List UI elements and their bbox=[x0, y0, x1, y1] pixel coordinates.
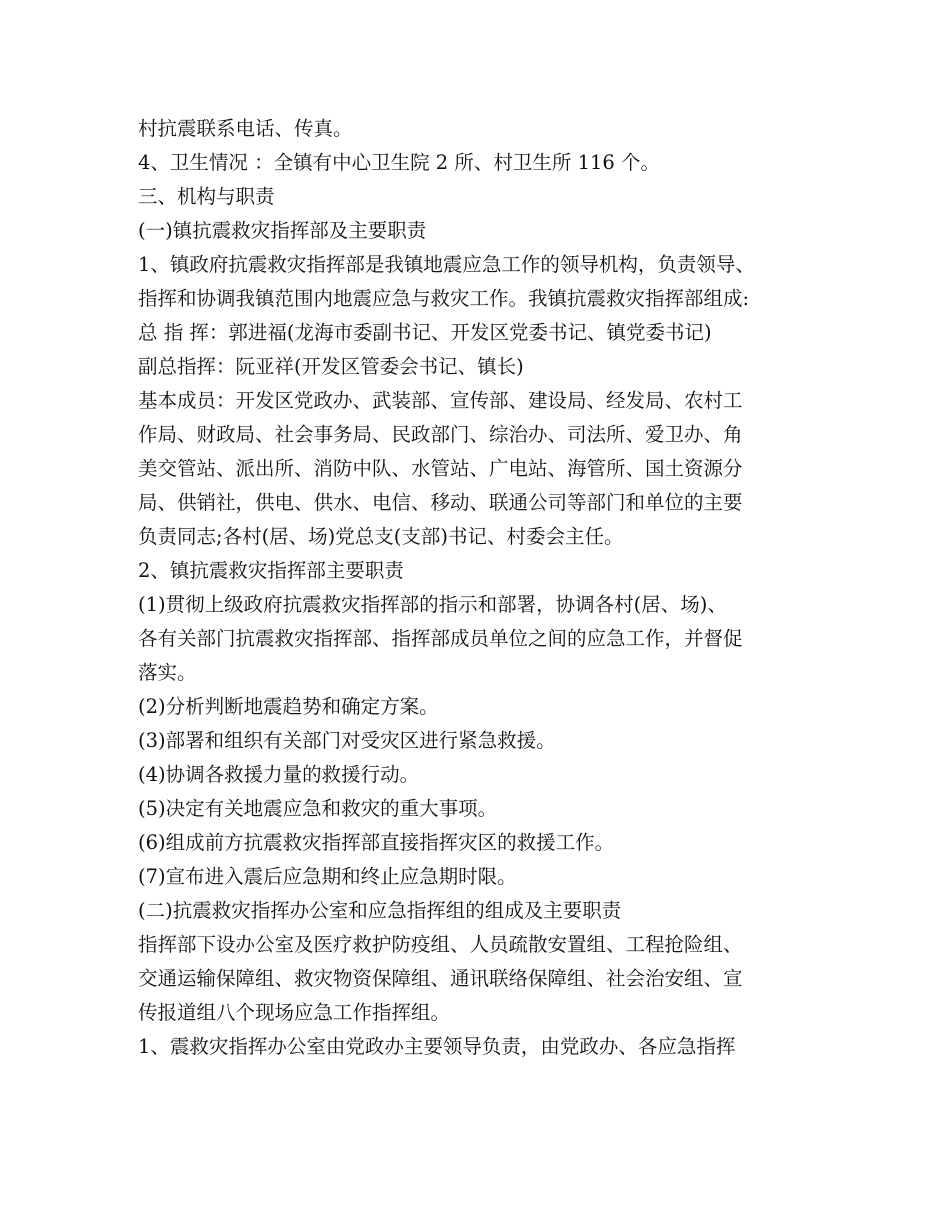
text-line: 指挥部下设办公室及医疗救护防疫组、人员疏散安置组、工程抢险组、 bbox=[138, 933, 743, 956]
text-line: 传报道组八个现场应急工作指挥组。 bbox=[138, 1001, 451, 1024]
document-body bbox=[138, 112, 838, 1064]
list-item: (6)组成前方抗震救灾指挥部直接指挥灾区的救援工作。 bbox=[138, 831, 615, 854]
text-line: (1)贯彻上级政府抗震救灾指挥部的指示和部署，协调各村(居、场)、 bbox=[138, 593, 727, 616]
text-line: 落实。 bbox=[138, 661, 197, 684]
text-line: 基本成员：开发区党政办、武装部、宣传部、建设局、经发局、农村工 bbox=[138, 389, 743, 412]
text-line: 村抗震联系电话、传真。 bbox=[138, 117, 353, 140]
text-line: 1、镇政府抗震救灾指挥部是我镇地震应急工作的领导机构，负责领导、 bbox=[138, 253, 755, 276]
text-line: 作局、财政局、社会事务局、民政部门、综治办、司法所、爱卫办、角 bbox=[138, 423, 743, 446]
text-line: 负责同志;各村(居、场)党总支(支部)书记、村委会主任。 bbox=[138, 525, 624, 548]
text-line: 美交管站、派出所、消防中队、水管站、广电站、海管所、国土资源分 bbox=[138, 457, 743, 480]
section-heading: 三、机构与职责 bbox=[138, 185, 275, 208]
list-item: (7)宣布进入震后应急期和终止应急期时限。 bbox=[138, 865, 517, 888]
list-item: (3)部署和组织有关部门对受灾区进行紧急救援。 bbox=[138, 729, 556, 752]
subsection-heading: (一)镇抗震救灾指挥部及主要职责 bbox=[138, 219, 427, 242]
text-line: 交通运输保障组、救灾物资保障组、通讯联络保障组、社会治安组、宣 bbox=[138, 967, 743, 990]
text-line: 总 指 挥：郭进福(龙海市委副书记、开发区党委书记、镇党委书记) bbox=[138, 321, 712, 344]
subsection-heading: (二)抗震救灾指挥办公室和应急指挥组的组成及主要职责 bbox=[138, 899, 622, 922]
text-line: 4、卫生情况 ：全镇有中心卫生院 2 所、村卫生所 116 个。 bbox=[138, 151, 661, 174]
subsection-heading: 2、镇抗震救灾指挥部主要职责 bbox=[138, 559, 404, 582]
list-item: (2)分析判断地震趋势和确定方案。 bbox=[138, 695, 439, 718]
list-item: (5)决定有关地震应急和救灾的重大事项。 bbox=[138, 797, 498, 820]
text-line: 1、震救灾指挥办公室由党政办主要领导负责，由党政办、各应急指挥 bbox=[138, 1035, 736, 1058]
text-line: 副总指挥：阮亚祥(开发区管委会书记、镇长) bbox=[138, 355, 524, 378]
text-line: 指挥和协调我镇范围内地震应急与救灾工作。我镇抗震救灾指挥部组成: bbox=[138, 287, 750, 310]
list-item: (4)协调各救援力量的救援行动。 bbox=[138, 763, 420, 786]
text-line: 局、供销社，供电、供水、电信、移动、联通公司等部门和单位的主要 bbox=[138, 491, 743, 514]
text-line: 各有关部门抗震救灾指挥部、指挥部成员单位之间的应急工作，并督促 bbox=[138, 627, 743, 650]
